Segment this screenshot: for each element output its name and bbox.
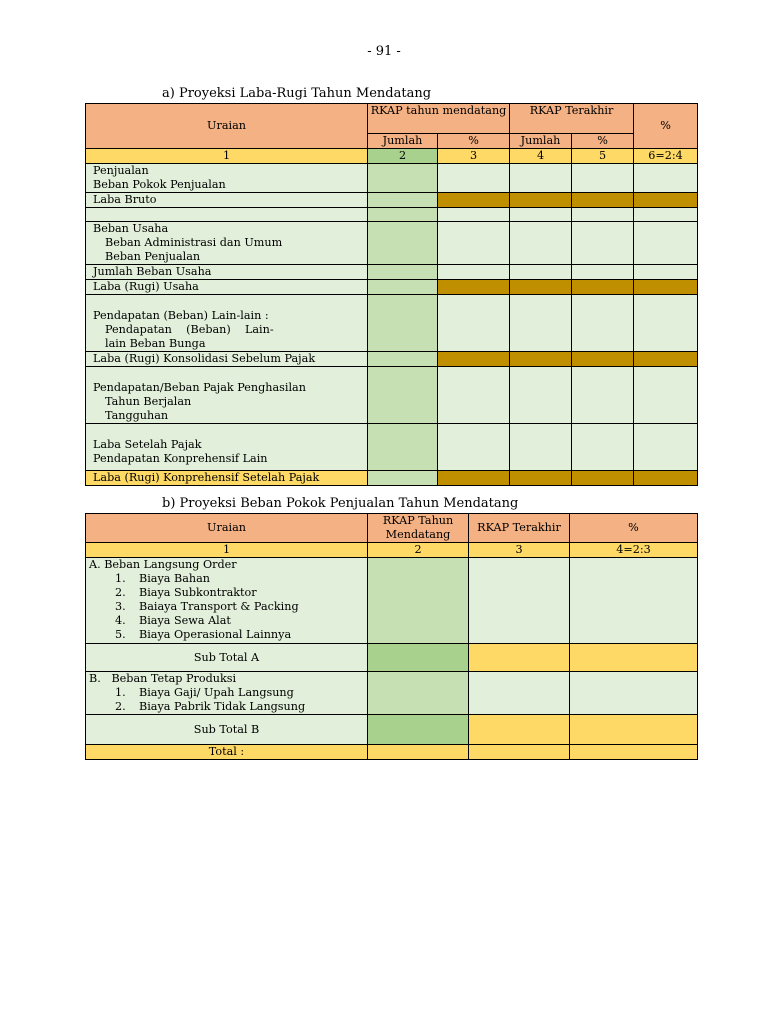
group-a-list: [86, 572, 367, 642]
index-cell: 1: [86, 543, 368, 558]
group-a-title: A. Beban Langsung Order: [89, 558, 237, 571]
item-number: 2.: [115, 700, 126, 713]
header-uraian: Uraian: [86, 104, 368, 149]
cogs-projection-table: [85, 513, 698, 760]
profit-loss-projection-table: [85, 103, 698, 486]
index-cell: 4: [510, 149, 572, 164]
row-label: [86, 222, 368, 265]
row-text: Pendapatan (Beban) Lain-lain :: [93, 309, 269, 322]
header-uraian: Uraian: [86, 514, 368, 543]
subtotal-b-label: Sub Total B: [86, 715, 368, 745]
item-number: 1.: [115, 572, 126, 585]
list-item: [115, 628, 367, 642]
item-label: Biaya Sewa Alat: [139, 614, 231, 627]
row-label: [86, 424, 368, 471]
item-label: Biaya Operasional Lainnya: [139, 628, 292, 641]
header-pct: %: [438, 134, 510, 149]
index-cell: 2: [368, 149, 438, 164]
item-number: 5.: [115, 628, 126, 641]
item-number: 2.: [115, 586, 126, 599]
row-text: lain Beban Bunga: [105, 337, 206, 350]
index-cell: 4=2:3: [570, 543, 698, 558]
row-text: Laba Setelah Pajak: [93, 438, 202, 451]
list-item: [115, 686, 367, 700]
row-text: Penjualan: [93, 164, 149, 177]
row-text: Beban Pokok Penjualan: [93, 178, 226, 191]
group-b-cell: [86, 672, 368, 715]
header-rkap-mendatang: RKAP Tahun Mendatang: [368, 514, 469, 543]
row-label-laba-konprehensif: Laba (Rugi) Konprehensif Setelah Pajak: [86, 471, 368, 486]
header-rkap-terakhir: RKAP Terakhir: [469, 514, 570, 543]
group-a-cell: [86, 558, 368, 644]
list-item: [115, 586, 367, 600]
item-label: Biaya Pabrik Tidak Langsung: [139, 700, 306, 713]
index-cell: 3: [469, 543, 570, 558]
list-item: [115, 614, 367, 628]
row-label-laba-usaha: Laba (Rugi) Usaha: [86, 280, 368, 295]
index-cell: 6=2:4: [634, 149, 698, 164]
item-number: 4.: [115, 614, 126, 627]
list-item: [115, 572, 367, 586]
item-label: Baiaya Transport & Packing: [139, 600, 299, 613]
row-text: Beban Penjualan: [105, 250, 201, 263]
index-cell: 3: [438, 149, 510, 164]
group-b-title: B. Beban Tetap Produksi: [89, 672, 237, 685]
row-text: Beban Administrasi dan Umum: [105, 236, 283, 249]
item-number: 1.: [115, 686, 126, 699]
index-cell: 5: [572, 149, 634, 164]
subtotal-a-label: Sub Total A: [86, 644, 368, 672]
section-a-title: a) Proyeksi Laba-Rugi Tahun Mendatang: [162, 86, 432, 101]
item-label: Biaya Bahan: [139, 572, 210, 585]
header-percent: %: [570, 514, 698, 543]
index-cell: 2: [368, 543, 469, 558]
header-percent: %: [634, 104, 698, 149]
list-item: [115, 600, 367, 614]
header-jumlah: Jumlah: [368, 134, 438, 149]
list-item: [115, 700, 367, 714]
header-jumlah: Jumlah: [510, 134, 572, 149]
row-label-laba-bruto: Laba Bruto: [86, 193, 368, 208]
row-label-laba-sebelum-pajak: Laba (Rugi) Konsolidasi Sebelum Pajak: [86, 352, 368, 367]
row-label-jumlah-beban-usaha: Jumlah Beban Usaha: [86, 265, 368, 280]
row-label: [86, 164, 368, 193]
item-label: Biaya Gaji/ Upah Langsung: [139, 686, 294, 699]
row-label: [86, 295, 368, 352]
row-label: [86, 367, 368, 424]
header-pct: %: [572, 134, 634, 149]
row-text: Tahun Berjalan: [105, 395, 192, 408]
row-text: Pendapatan (Beban) Lain-: [105, 323, 274, 336]
section-b-title: b) Proyeksi Beban Pokok Penjualan Tahun Mendatang: [162, 496, 519, 511]
row-text: Beban Usaha: [93, 222, 169, 235]
page-number: - 91 -: [367, 44, 401, 59]
row-text: Pendapatan/Beban Pajak Penghasilan: [93, 381, 306, 394]
item-label: Biaya Subkontraktor: [139, 586, 257, 599]
total-label: Total :: [86, 745, 368, 760]
item-number: 3.: [115, 600, 126, 613]
group-b-list: [86, 686, 367, 714]
index-cell: 1: [86, 149, 368, 164]
row-text: Tangguhan: [105, 409, 169, 422]
header-rkap-mendatang: RKAP tahun mendatang: [368, 104, 510, 134]
row-text: Pendapatan Konprehensif Lain: [93, 452, 268, 465]
header-rkap-terakhir: RKAP Terakhir: [510, 104, 634, 134]
